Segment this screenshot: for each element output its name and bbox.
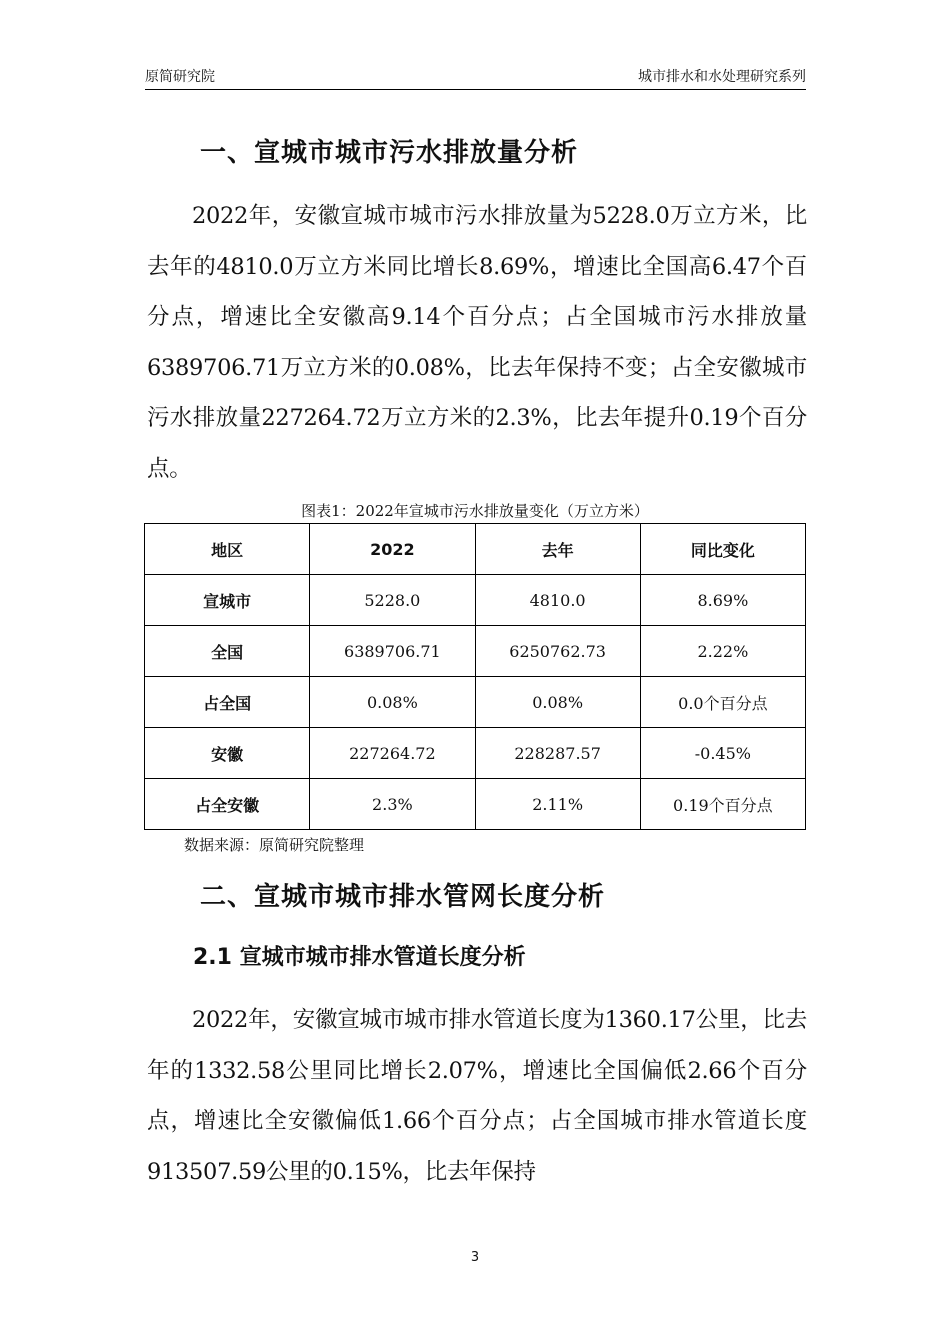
table-row-label: 占全国 bbox=[145, 677, 310, 728]
header-org-name: 原简研究院 bbox=[145, 69, 215, 85]
header-series-title: 城市排水和水处理研究系列 bbox=[638, 69, 806, 85]
table-cell: 8.69% bbox=[640, 575, 805, 626]
table-row bbox=[145, 626, 806, 677]
table-header-cell: 2022 bbox=[310, 524, 475, 575]
section1-title: 一、宣城市城市污水排放量分析 bbox=[200, 138, 579, 168]
table-cell: 5228.0 bbox=[310, 575, 475, 626]
table-source-note: 数据来源：原简研究院整理 bbox=[184, 836, 365, 854]
table-cell: 0.19个百分点 bbox=[640, 779, 805, 830]
table-row bbox=[145, 575, 806, 626]
table-cell: 2.3% bbox=[310, 779, 475, 830]
table-cell: 0.08% bbox=[475, 677, 640, 728]
table-cell: 6389706.71 bbox=[310, 626, 475, 677]
table-row-label: 安徽 bbox=[145, 728, 310, 779]
header-divider bbox=[145, 89, 806, 90]
discharge-table bbox=[144, 523, 806, 830]
table-row bbox=[145, 779, 806, 830]
table-cell: 227264.72 bbox=[310, 728, 475, 779]
table-header-cell: 去年 bbox=[475, 524, 640, 575]
table-cell: 228287.57 bbox=[475, 728, 640, 779]
table-cell: 0.0个百分点 bbox=[640, 677, 805, 728]
table-row bbox=[145, 728, 806, 779]
table-row-label: 占全安徽 bbox=[145, 779, 310, 830]
table-cell: 2.11% bbox=[475, 779, 640, 830]
table-cell: 0.08% bbox=[310, 677, 475, 728]
table-row-label: 全国 bbox=[145, 626, 310, 677]
table-header-cell: 同比变化 bbox=[640, 524, 805, 575]
subsection-title: 2.1 宣城市城市排水管道长度分析 bbox=[193, 945, 526, 970]
table-header-cell: 地区 bbox=[145, 524, 310, 575]
table-cell: -0.45% bbox=[640, 728, 805, 779]
table-header-row bbox=[145, 524, 806, 575]
page-number: 3 bbox=[470, 1250, 480, 1265]
section2-paragraph: 2022年，安徽宣城市城市排水管道长度为1360.17公里，比去年的1332.58公里同比增长2.07%，增速比全国偏低2.66个百分点，增速比全安徽偏低1.66个百分点；占全国城市排水管道长度913507.59公里的0.15%，比去年保持 bbox=[147, 1007, 807, 1185]
table-caption: 图表1：2022年宣城市污水排放量变化（万立方米） bbox=[301, 502, 649, 520]
table-row-label: 宣城市 bbox=[145, 575, 310, 626]
section1-paragraph: 2022年，安徽宣城市城市污水排放量为5228.0万立方米，比去年的4810.0万立方米同比增长8.69%，增速比全国高6.47个百分点，增速比全安徽高9.14个百分点；占全国城市污水排放量6389706.71万立方米的0.08%，比去年保持不变；占全安徽城市污水排放量227264.72万立方米的2.3%，比去年提升0.19个百分点。 bbox=[147, 203, 807, 482]
table-row bbox=[145, 677, 806, 728]
section2-title: 二、宣城市城市排水管网长度分析 bbox=[200, 882, 606, 912]
table-cell: 4810.0 bbox=[475, 575, 640, 626]
table-cell: 2.22% bbox=[640, 626, 805, 677]
table-cell: 6250762.73 bbox=[475, 626, 640, 677]
